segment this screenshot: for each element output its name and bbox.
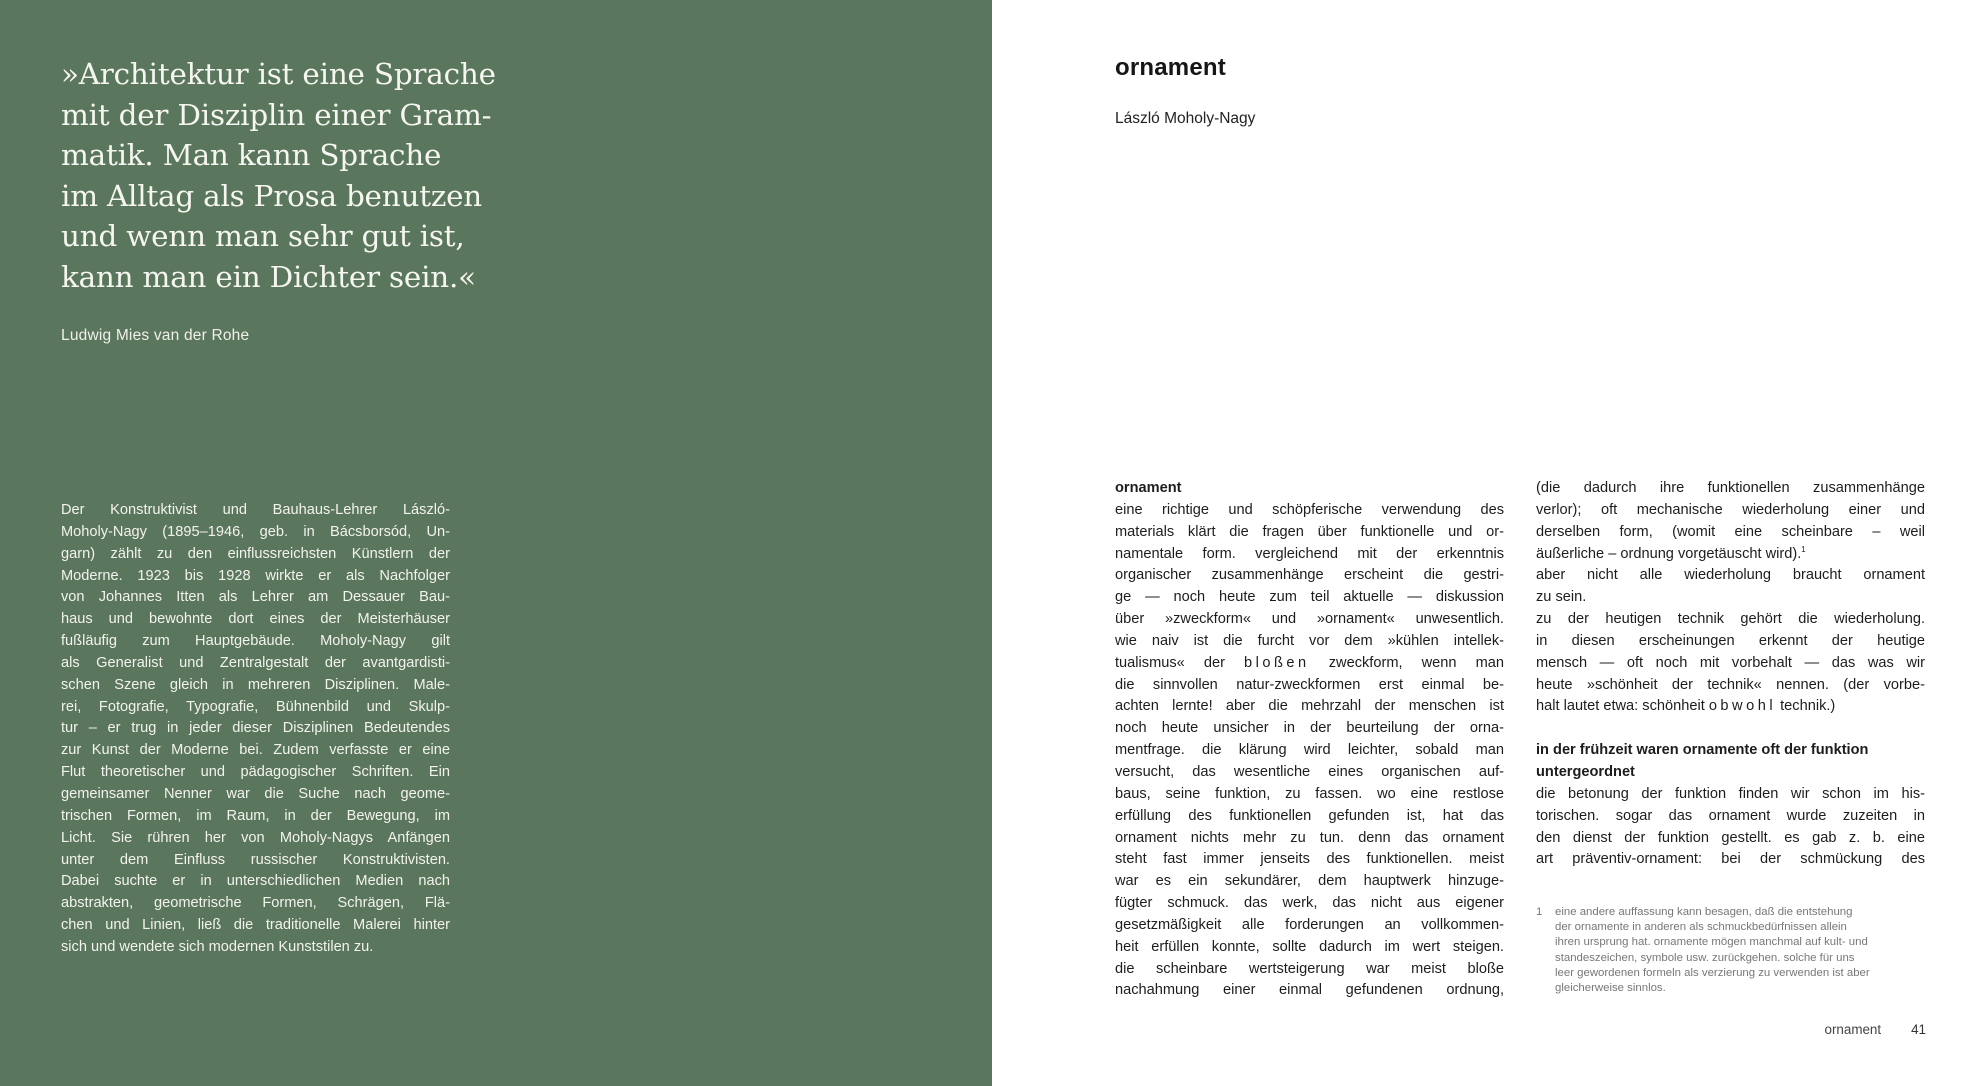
body-line: steht fast immer jenseits des funktionellen. meist (1115, 851, 1504, 868)
body-line: (die dadurch ihre funktionellen zusammenhänge (1536, 480, 1925, 496)
bio-line: tur – er trug in jeder dieser Disziplinen Bedeutendes (61, 720, 450, 737)
chapter-author: László Moholy-Nagy (1115, 110, 1256, 127)
body-line: nachahmung einer einmal gefundenen ordnung, (1115, 982, 1504, 999)
body-line: mensch — oft noch mit vorbehalt — das was wir (1536, 654, 1925, 671)
text-column-left (1115, 478, 1504, 1002)
body-line: materials klärt die fragen über funktionelle und or- (1115, 523, 1504, 540)
footnote-line: standeszeichen, symbole usw. zurückgehen. solche für uns (1555, 951, 1855, 964)
body-text: tualismus« der (1115, 654, 1225, 671)
footnote-line: leer gewordenen formeln als verzierung zu verwenden ist aber (1555, 966, 1870, 979)
quote-line: kann man ein Dichter sein.« (61, 259, 476, 294)
body-line: art präventiv-ornament: bei der schmückung des (1536, 851, 1925, 868)
body-line: achten lernte! aber die mehrzahl der menschen ist (1115, 698, 1504, 715)
body-line: über »zweckform« und »ornament« unwesentlich. (1115, 611, 1504, 628)
subheading: untergeordnet (1536, 763, 1635, 780)
bio-line: Licht. Sie rühren her von Moholy-Nagys Anfängen (61, 829, 450, 846)
body-line: fügter schmuck. das werk, das nicht aus eigener (1115, 895, 1504, 912)
body-line: den dienst der funktion gestellt. es gab z. b. eine (1536, 829, 1925, 846)
footnote-reference[interactable]: 1 (1801, 544, 1806, 554)
text-column-right (1536, 478, 1925, 871)
running-footer-section: ornament (1824, 1022, 1882, 1037)
body-line: war es ein sekundärer, dem hauptwerk hinzuge- (1115, 873, 1504, 890)
body-line: erfüllung des funktionellen gefunden ist, hat das (1115, 807, 1504, 824)
bio-line: von Johannes Itten als Lehrer am Dessauer Bau- (61, 589, 450, 606)
bio-line: unter dem Einfluss russischer Konstruktivisten. (61, 851, 450, 868)
footnote-line: eine andere auffassung kann besagen, daß die entstehung (1555, 906, 1853, 918)
body-line: baus, seine funktion, zu fassen. wo eine restlose (1115, 785, 1504, 802)
author-biography (61, 500, 450, 959)
body-line: heit erfüllen konnte, sollte dadurch im wert steigen. (1115, 938, 1504, 955)
spaced-emphasis: bloßen (1244, 654, 1310, 671)
spaced-emphasis: obwohl (1708, 698, 1777, 715)
bio-line: sich und wendete sich modernen Kunststilen zu. (61, 938, 374, 955)
body-line: heute »schönheit der technik« nennen. (der vorbe- (1536, 676, 1925, 693)
body-line: namentale form. vergleichend mit der erkenntnis (1115, 545, 1504, 562)
body-line: derselben form, (womit eine scheinbare – weil (1536, 523, 1925, 540)
footnote-line: der ornamente in anderen als schmuckbedürfnissen allein (1555, 921, 1847, 934)
bio-line: Moholy-Nagy (1895–1946, geb. in Bácsborsód, Un- (61, 523, 450, 540)
bio-line: Flut theoretischer und pädagogischer Schriften. Ein (61, 764, 450, 781)
body-line-emphasis (1115, 653, 1504, 675)
body-text: äußerliche – ordnung vorgetäuscht wird). (1536, 545, 1802, 562)
quote-line: matik. Man kann Sprache (61, 138, 442, 172)
bio-line: abstrakten, geometrische Formen, Schrägen, Flä- (61, 895, 450, 912)
bio-line: fußläufig zum Hauptgebäude. Moholy-Nagy gilt (61, 633, 450, 650)
quote-author: Ludwig Mies van der Rohe (61, 327, 250, 344)
bio-line: gemeinsamer Nenner war die Suche nach geome- (61, 785, 450, 802)
body-line: die scheinbare wertsteigerung war meist bloße (1115, 960, 1504, 977)
body-line: versucht, das wesentliche eines organischen auf- (1115, 763, 1504, 780)
quote-line: »Architektur ist eine Sprache (61, 57, 496, 91)
bio-line: zur Kunst der Moderne bei. Zudem verfasste er eine (61, 742, 450, 759)
bio-line: rei, Fotografie, Typografie, Bühnenbild und Skulp- (61, 698, 450, 715)
bio-line: schen Szene gleich in mehreren Disziplinen. Male- (61, 676, 450, 693)
page-number: 41 (1911, 1022, 1926, 1037)
chapter-title: ornament (1115, 54, 1226, 81)
bio-line: Moderne. 1923 bis 1928 wirkte er als Nachfolger (61, 567, 450, 584)
page-footer (1825, 1022, 1926, 1037)
body-text: technik.) (1780, 698, 1836, 715)
body-text: halt lautet etwa: schönheit (1536, 698, 1705, 715)
body-line: ge — noch heute zum teil aktuelle — diskussion (1115, 589, 1504, 606)
footnote-line: gleicherweise sinnlos. (1555, 982, 1666, 995)
paragraph-gap (1536, 718, 1925, 740)
body-line: aber nicht alle wiederholung braucht ornament (1536, 567, 1925, 584)
bio-line: haus und bewohnte dort eines der Meisterhäuser (61, 611, 450, 628)
quote-line: im Alltag als Prosa benutzen (61, 178, 483, 213)
quote-line: und wenn man sehr gut ist, (61, 219, 465, 253)
body-line-with-footnote (1536, 544, 1925, 566)
body-text: zweckform, wenn man (1328, 654, 1504, 671)
body-line: die sinnvollen natur-zweckformen erst einmal be- (1115, 676, 1504, 693)
subheading: in der frühzeit waren ornamente oft der funktion (1536, 742, 1869, 759)
body-line: verlor); oft mechanische wiederholung einer und (1536, 501, 1925, 518)
body-line: ornament nichts mehr zu tun. denn das ornament (1115, 829, 1504, 846)
bio-line: als Generalist und Zentralgestalt der avantgardisti- (61, 654, 450, 671)
footnote-text (1555, 905, 1870, 996)
quote-line: mit der Disziplin einer Gram- (61, 97, 492, 132)
pull-quote (61, 54, 501, 297)
body-line: zu der heutigen technik gehört die wiederholung. (1536, 611, 1925, 628)
section-heading: ornament (1115, 480, 1182, 496)
body-line: mentfrage. die klärung wird leichter, sobald man (1115, 742, 1504, 759)
body-line-emphasis (1536, 696, 1925, 718)
body-line: wie naiv ist die furcht vor dem »kühlen intellek- (1115, 632, 1504, 649)
body-line: eine richtige und schöpferische verwendung des (1115, 501, 1504, 518)
body-line: organischer zusammenhänge erscheint die gestri- (1115, 567, 1504, 584)
body-line: die betonung der funktion finden wir schon im his- (1536, 785, 1925, 802)
bio-line: Der Konstruktivist und Bauhaus-Lehrer László- (61, 502, 450, 518)
body-line: noch heute unsicher in der beurteilung der orna- (1115, 720, 1504, 737)
body-line: in diesen erscheinungen erkennt der heutige (1536, 632, 1925, 649)
body-line: gesetzmäßigkeit alle forderungen an vollkommen- (1115, 916, 1504, 933)
bio-line: chen und Linien, ließ die traditionelle Malerei hinter (61, 917, 450, 934)
footnote-number: 1 (1536, 906, 1543, 918)
body-line: zu sein. (1536, 589, 1587, 606)
bio-line: garn) zählt zu den einflussreichsten Künstlern der (61, 545, 450, 562)
body-line: torischen. sogar das ornament wurde zuzeiten in (1536, 807, 1925, 824)
footnote-line: ihren ursprung hat. ornamente mögen manchmal auf kult- und (1555, 936, 1868, 949)
bio-line: trischen Formen, im Raum, in der Bewegung, im (61, 807, 450, 824)
bio-line: Dabei suchte er in unterschiedlichen Medien nach (61, 873, 450, 890)
